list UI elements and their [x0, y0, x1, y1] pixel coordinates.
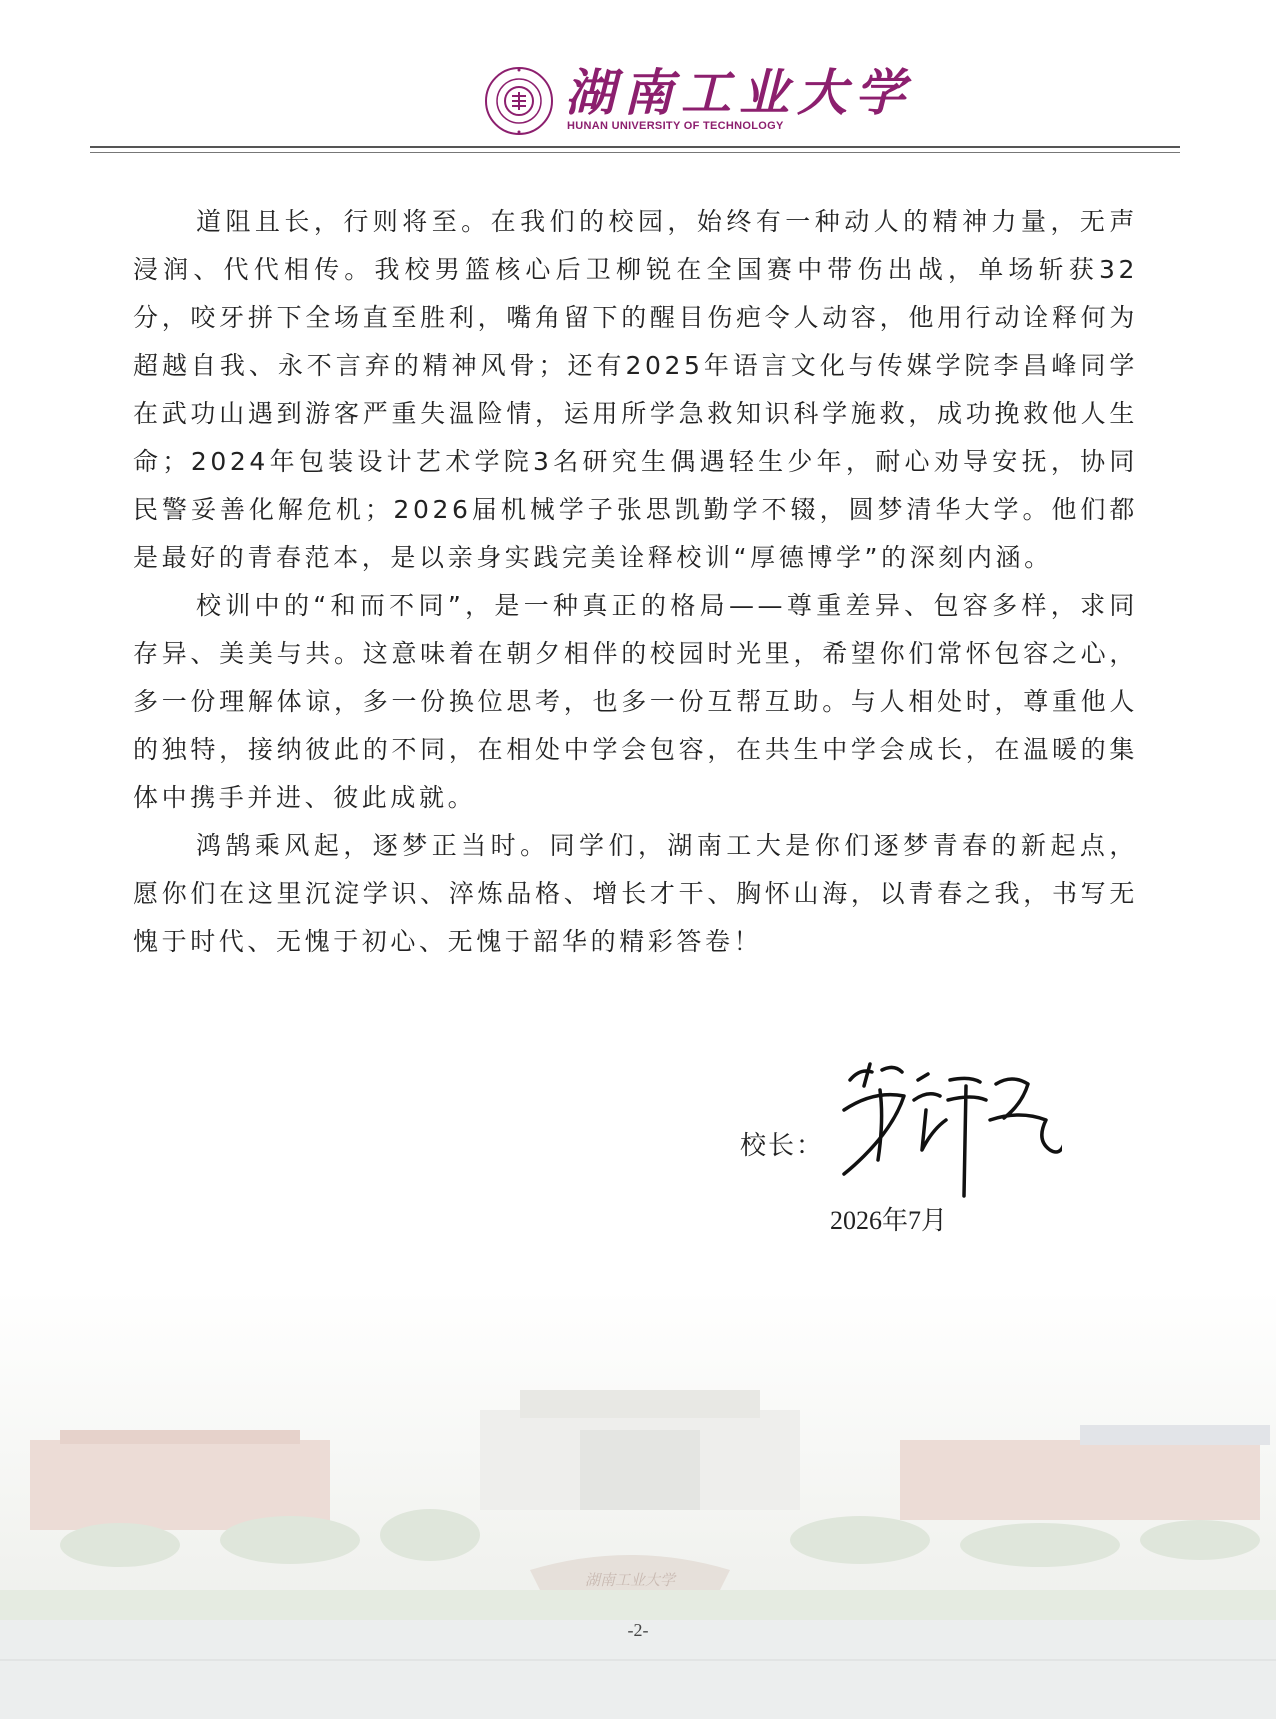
university-seal-icon — [484, 66, 554, 136]
gate-inscription: 湖南工业大学 — [584, 1571, 676, 1589]
page-number: -2- — [627, 1620, 649, 1640]
header-rule-thin — [90, 152, 1180, 153]
signature-date: 2026年7月 — [830, 1206, 948, 1235]
paragraph: 校训中的“和而不同”，是一种真正的格局——尊重差异、包容多样，求同存异、美美与共。这意味着在朝夕相伴的校园时光里，希望你们常怀包容之心，多一份理解体谅，多一份换位思考，也多一份互帮互助。与人相处时，尊重他人的独特，接纳彼此的不同，在相处中学会包容，在共生中学会成长，在温暖的集体中携手并进、彼此成就。 — [133, 591, 1138, 812]
letter-body — [133, 198, 1138, 966]
university-logo-text: 湖南工业大学 — [565, 63, 913, 122]
university-logo-english: HUNAN UNIVERSITY OF TECHNOLOGY — [567, 120, 784, 132]
paragraph: 鸿鹄乘风起，逐梦正当时。同学们，湖南工大是你们逐梦青春的新起点，愿你们在这里沉淀学识、淬炼品格、增长才干、胸怀山海，以青春之我，书写无愧于时代、无愧于初心、无愧于韶华的精彩答卷！ — [133, 831, 1138, 956]
handwritten-signature — [830, 1050, 1062, 1200]
signature-label: 校长： — [740, 1131, 825, 1161]
campus-background-image — [0, 1290, 1276, 1719]
page-header — [0, 0, 1276, 160]
paragraph: 道阻且长，行则将至。在我们的校园，始终有一种动人的精神力量，无声浸润、代代相传。我校男篮核心后卫柳锐在全国赛中带伤出战，单场斩获32分，咬牙拼下全场直至胜利，嘴角留下的醒目伤疤令人动容，他用行动诠释何为超越自我、永不言弃的精神风骨；还有2025年语言文化与传媒学院李昌峰同学在武功山遇到游客严重失温险情，运用所学急救知识科学施救，成功挽救他人生命；2024年包装设计艺术学院3名研究生偶遇轻生少年，耐心劝导安抚，协同民警妥善化解危机；2026届机械学子张思凯勤学不辍，圆梦清华大学。他们都是最好的青春范本，是以亲身实践完美诠释校训“厚德博学”的深刻内涵。 — [133, 207, 1138, 572]
header-rule-thick — [90, 146, 1180, 148]
